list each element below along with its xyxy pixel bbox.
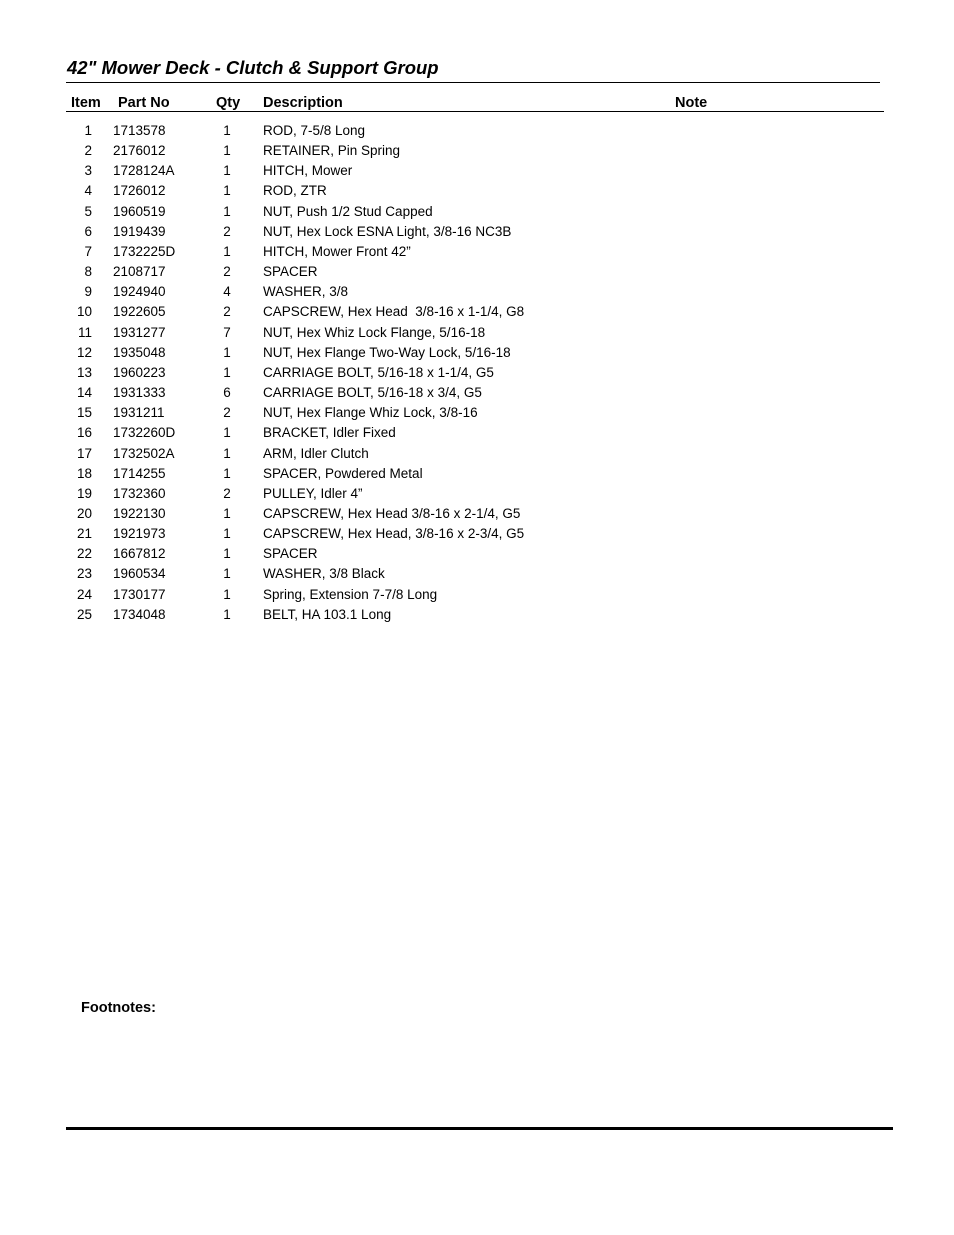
table-row xyxy=(0,242,954,262)
part-quantity: 1 xyxy=(223,566,231,582)
footnotes-label: Footnotes: xyxy=(81,1000,156,1016)
part-quantity: 6 xyxy=(223,385,231,401)
part-description: CARRIAGE BOLT, 5/16-18 x 1-1/4, G5 xyxy=(263,364,494,380)
part-number: 1960223 xyxy=(113,364,166,380)
part-quantity: 1 xyxy=(223,465,231,481)
part-quantity: 1 xyxy=(223,123,231,138)
table-row xyxy=(0,141,954,161)
part-item-number: 5 xyxy=(84,203,92,219)
part-number: 1732360 xyxy=(113,485,166,501)
footer-divider xyxy=(66,1127,893,1130)
part-quantity: 1 xyxy=(223,606,231,622)
part-description: CARRIAGE BOLT, 5/16-18 x 3/4, G5 xyxy=(263,385,482,401)
part-quantity: 1 xyxy=(223,425,231,441)
part-description: WASHER, 3/8 Black xyxy=(263,566,385,582)
part-item-number: 16 xyxy=(76,425,92,441)
part-description: ARM, Idler Clutch xyxy=(263,445,369,461)
part-description: NUT, Hex Whiz Lock Flange, 5/16-18 xyxy=(263,324,486,340)
part-item-number: 21 xyxy=(76,526,92,542)
part-item-number: 11 xyxy=(77,324,92,340)
table-row xyxy=(0,605,954,625)
part-number: 1935048 xyxy=(113,344,166,360)
part-description: ROD, 7-5/8 Long xyxy=(263,123,366,138)
part-description: NUT, Hex Lock ESNA Light, 3/8-16 NC3B xyxy=(263,223,512,239)
parts-list xyxy=(0,121,954,625)
table-row xyxy=(0,161,954,181)
part-number: 1734048 xyxy=(113,606,166,622)
part-quantity: 2 xyxy=(223,223,231,239)
part-description: BRACKET, Idler Fixed xyxy=(263,425,396,441)
part-item-number: 13 xyxy=(76,364,92,380)
part-description: SPACER xyxy=(263,546,318,562)
part-description: RETAINER, Pin Spring xyxy=(263,143,401,159)
table-row xyxy=(0,564,954,584)
part-number: 1726012 xyxy=(113,183,166,199)
part-number: 1921973 xyxy=(113,526,166,542)
part-number: 1919439 xyxy=(113,223,166,239)
part-quantity: 2 xyxy=(223,405,231,421)
part-number: 1931211 xyxy=(113,405,165,421)
part-item-number: 22 xyxy=(76,546,92,562)
part-quantity: 1 xyxy=(223,445,231,461)
part-quantity: 2 xyxy=(223,304,231,320)
table-row xyxy=(0,323,954,343)
part-quantity: 1 xyxy=(223,243,231,259)
part-quantity: 1 xyxy=(223,203,231,219)
part-item-number: 10 xyxy=(76,304,92,320)
part-description: CAPSCREW, Hex Head 3/8-16 x 2-1/4, G5 xyxy=(263,505,521,521)
part-item-number: 14 xyxy=(76,385,92,401)
part-number: 1922605 xyxy=(113,304,166,320)
part-item-number: 12 xyxy=(76,344,92,360)
table-row xyxy=(0,403,954,423)
table-row xyxy=(0,423,954,443)
page-title: 42" Mower Deck - Clutch & Support Group xyxy=(67,57,439,78)
part-number: 1714255 xyxy=(113,465,166,481)
part-number: 1931333 xyxy=(113,385,166,401)
part-description: NUT, Hex Flange Two-Way Lock, 5/16-18 xyxy=(263,344,511,360)
table-row xyxy=(0,181,954,201)
part-item-number: 25 xyxy=(76,606,92,622)
part-quantity: 1 xyxy=(223,344,231,360)
header-divider xyxy=(66,111,884,112)
part-item-number: 9 xyxy=(84,284,92,300)
title-divider xyxy=(66,82,880,83)
part-number: 2176012 xyxy=(113,143,166,159)
part-item-number: 19 xyxy=(76,485,92,501)
column-header-description: Description xyxy=(263,95,343,111)
part-description: HITCH, Mower Front 42” xyxy=(263,243,411,259)
table-row xyxy=(0,222,954,242)
part-number: 1730177 xyxy=(113,586,166,602)
part-description: HITCH, Mower xyxy=(263,163,353,179)
part-item-number: 2 xyxy=(84,143,92,159)
part-description: Spring, Extension 7-7/8 Long xyxy=(263,586,438,602)
table-row xyxy=(0,282,954,302)
part-item-number: 18 xyxy=(76,465,92,481)
part-quantity: 1 xyxy=(223,183,231,199)
part-number: 1924940 xyxy=(113,284,166,300)
table-row xyxy=(0,202,954,222)
part-quantity: 1 xyxy=(223,546,231,562)
part-quantity: 1 xyxy=(223,505,231,521)
part-item-number: 24 xyxy=(76,586,92,602)
table-row xyxy=(0,121,954,141)
table-row xyxy=(0,363,954,383)
table-row xyxy=(0,302,954,322)
part-quantity: 1 xyxy=(223,163,231,179)
table-row xyxy=(0,544,954,564)
table-row xyxy=(0,484,954,504)
part-item-number: 1 xyxy=(84,123,92,138)
part-item-number: 15 xyxy=(76,405,92,421)
part-description: NUT, Hex Flange Whiz Lock, 3/8-16 xyxy=(263,405,478,421)
part-description: ROD, ZTR xyxy=(263,183,327,199)
part-quantity: 1 xyxy=(223,526,231,542)
part-description: SPACER, Powdered Metal xyxy=(263,465,423,481)
part-number: 1960519 xyxy=(113,203,166,219)
part-quantity: 2 xyxy=(223,485,231,501)
part-description: WASHER, 3/8 xyxy=(263,284,349,300)
part-item-number: 4 xyxy=(84,183,92,199)
part-item-number: 3 xyxy=(84,163,92,179)
part-number: 1728124A xyxy=(113,163,175,179)
part-quantity: 1 xyxy=(223,364,231,380)
column-header-note: Note xyxy=(675,95,708,111)
part-description: CAPSCREW, Hex Head, 3/8-16 x 2-3/4, G5 xyxy=(263,526,525,542)
part-number: 1732260D xyxy=(113,425,176,441)
part-item-number: 8 xyxy=(84,264,92,280)
part-description: CAPSCREW, Hex Head 3/8-16 x 1-1/4, G8 xyxy=(263,304,525,320)
table-row xyxy=(0,524,954,544)
part-item-number: 23 xyxy=(76,566,92,582)
table-row xyxy=(0,262,954,282)
table-row xyxy=(0,444,954,464)
table-header xyxy=(0,94,954,112)
table-row xyxy=(0,464,954,484)
column-header-part-no: Part No xyxy=(118,95,170,111)
part-description: BELT, HA 103.1 Long xyxy=(263,606,392,622)
table-row xyxy=(0,504,954,524)
part-quantity: 1 xyxy=(223,586,231,602)
part-quantity: 4 xyxy=(223,284,231,300)
column-header-item: Item xyxy=(71,95,101,111)
part-quantity: 1 xyxy=(223,143,231,159)
table-row xyxy=(0,383,954,403)
part-item-number: 20 xyxy=(76,505,92,521)
part-number: 1732225D xyxy=(113,243,176,259)
part-item-number: 17 xyxy=(76,445,92,461)
part-description: PULLEY, Idler 4” xyxy=(263,485,363,501)
part-number: 1667812 xyxy=(113,546,166,562)
table-row xyxy=(0,343,954,363)
part-number: 1960534 xyxy=(113,566,166,582)
column-header-qty: Qty xyxy=(216,95,241,111)
part-number: 2108717 xyxy=(113,264,166,280)
part-quantity: 7 xyxy=(223,324,231,340)
part-number: 1713578 xyxy=(113,123,166,138)
table-row xyxy=(0,585,954,605)
part-quantity: 2 xyxy=(223,264,231,280)
part-item-number: 7 xyxy=(84,243,92,259)
part-number: 1732502A xyxy=(113,445,175,461)
part-number: 1922130 xyxy=(113,505,166,521)
part-number: 1931277 xyxy=(113,324,166,340)
part-description: NUT, Push 1/2 Stud Capped xyxy=(263,203,433,219)
part-description: SPACER xyxy=(263,264,318,280)
part-item-number: 6 xyxy=(84,223,92,239)
